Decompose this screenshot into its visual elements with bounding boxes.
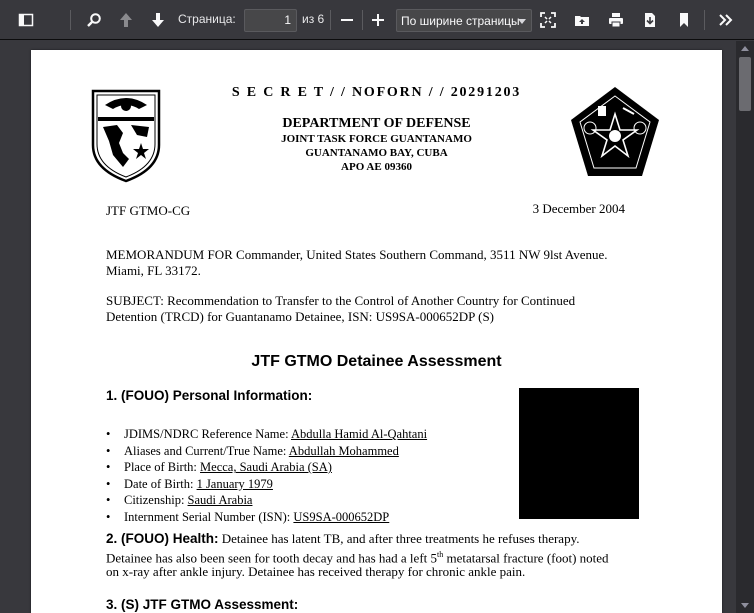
toolbar-separator <box>704 10 705 30</box>
subject-line2: Detention (TRCD) for Guantanamo Detainee, ISN: US9SA-000652DP (S) <box>106 309 495 324</box>
sidebar-toggle-icon[interactable] <box>14 8 38 32</box>
open-file-icon[interactable] <box>570 8 594 32</box>
search-icon[interactable] <box>82 8 106 32</box>
presentation-mode-icon[interactable] <box>536 8 560 32</box>
zoom-out-icon[interactable] <box>335 8 359 32</box>
field-label: JDIMS/NDRC Reference Name: <box>124 427 291 441</box>
subject-line1: SUBJECT: Recommendation to Transfer to the Control of Another Country for Continued <box>106 293 576 308</box>
department-name: DEPARTMENT OF DEFENSE <box>282 116 471 131</box>
chevron-down-icon <box>518 19 526 24</box>
section-health-heading: 2. (FOUO) Health: <box>106 531 219 546</box>
scroll-down-icon[interactable] <box>741 603 749 608</box>
previous-page-icon[interactable] <box>114 8 138 32</box>
vertical-scrollbar[interactable] <box>736 41 754 613</box>
toolbar-separator <box>330 10 331 30</box>
memo-for-line2: Miami, FL 33172. <box>106 263 201 278</box>
jtf-name: JOINT TASK FORCE GUANTANAMO <box>281 133 472 145</box>
page-label: Страница: <box>178 12 236 26</box>
scrollbar-thumb[interactable] <box>739 57 751 111</box>
field-label: Aliases and Current/True Name: <box>124 443 289 458</box>
field-label: Place of Birth: <box>124 460 201 475</box>
health-superscript: th <box>437 550 444 559</box>
scroll-up-icon[interactable] <box>741 46 749 51</box>
field-label: Citizenship: <box>124 493 188 508</box>
health-text: metatarsal fracture (foot) noted <box>443 550 609 566</box>
next-page-icon[interactable] <box>146 8 170 32</box>
toolbar-separator <box>362 10 363 30</box>
apo-address: APO AE 09360 <box>341 161 412 173</box>
location: GUANTANAMO BAY, CUBA <box>305 147 448 159</box>
list-item: • JDIMS/NDRC Reference Name: Abdulla Hamid Al-Qahtani <box>106 427 428 441</box>
field-value: Mecca, Saudi Arabia (SA) <box>200 460 332 475</box>
classification-marking: S E C R E T / / NOFORN / / 20291203 <box>231 85 522 100</box>
health-text: Detainee has also been seen for tooth decay and has had a left 5 <box>106 550 438 566</box>
health-line1 <box>106 531 579 547</box>
memo-date: 3 December 2004 <box>532 201 625 216</box>
document-title: JTF GTMO Detainee Assessment <box>251 353 502 370</box>
toolbar-separator <box>70 10 71 30</box>
redacted-photo <box>519 388 639 519</box>
toolbar <box>0 0 754 40</box>
field-label: Date of Birth: <box>124 476 197 491</box>
field-value: US9SA-000652DP <box>293 509 390 524</box>
field-value: Abdulla Hamid Al-Qahtani <box>290 427 428 441</box>
health-text: Detainee has latent TB, and after three treatments he refuses therapy. <box>218 531 580 546</box>
zoom-select-value: По ширине страницы <box>401 14 520 28</box>
section-personal-information: 1. (FOUO) Personal Information: <box>106 388 313 403</box>
list-item: • Aliases and Current/True Name: Abdullah Mohammed <box>106 443 399 458</box>
section-jtf-gtmo-assessment: 3. (S) JTF GTMO Assessment: <box>106 597 299 612</box>
bookmark-icon[interactable] <box>672 8 696 32</box>
field-value: Abdullah Mohammed <box>288 443 399 458</box>
document-viewer[interactable] <box>0 41 754 613</box>
from-line: JTF GTMO-CG <box>106 203 191 218</box>
list-item: • Place of Birth: Mecca, Saudi Arabia (SA) <box>106 460 332 475</box>
zoom-select[interactable] <box>396 9 532 32</box>
list-item: • Date of Birth: 1 January 1979 <box>106 476 273 491</box>
zoom-in-icon[interactable] <box>366 8 390 32</box>
field-value: Saudi Arabia <box>187 493 253 508</box>
list-item: • Internment Serial Number (ISN): US9SA-000652DP <box>106 509 390 524</box>
memo-for-line1: MEMORANDUM FOR Commander, United States Southern Command, 3511 NW 9lst Avenue. <box>106 247 608 262</box>
page-number-input[interactable]: 1 <box>244 9 297 32</box>
health-line3: on x-ray after ankle injury. Detainee has received therapy for chronic ankle pain. <box>106 564 526 579</box>
page-total: из 6 <box>302 12 325 26</box>
personal-info-list <box>106 426 427 526</box>
field-value: 1 January 1979 <box>196 476 273 491</box>
field-label: Internment Serial Number (ISN): <box>124 509 294 524</box>
tools-icon[interactable] <box>714 8 738 32</box>
download-icon[interactable] <box>638 8 662 32</box>
list-item: • Citizenship: Saudi Arabia <box>106 493 253 508</box>
print-icon[interactable] <box>604 8 628 32</box>
pdf-page <box>31 50 722 613</box>
